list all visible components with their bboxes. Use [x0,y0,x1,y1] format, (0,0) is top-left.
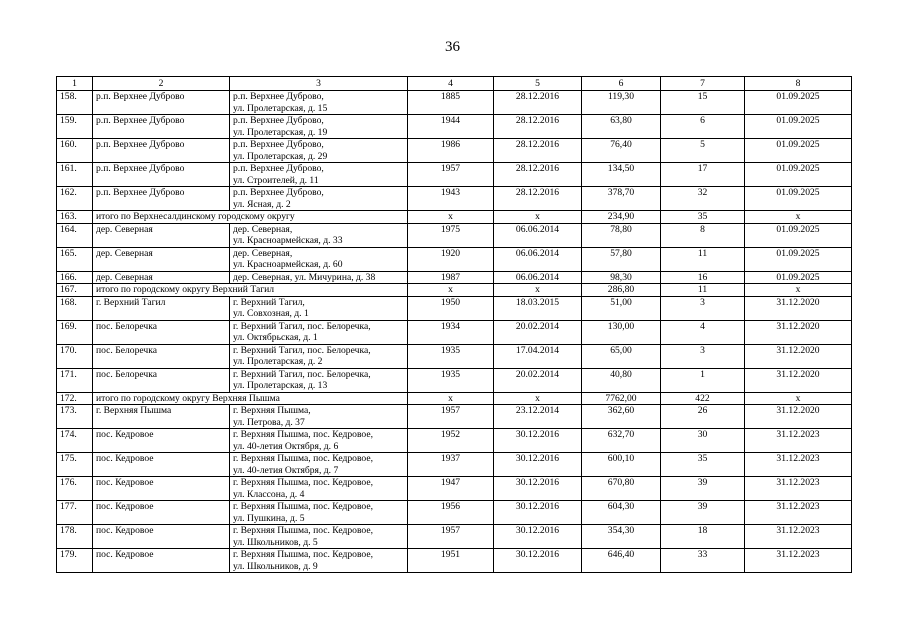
locality-cell: пос. Кедровое [93,429,230,453]
address-line: г. Верхний Тагил, пос. Белоречка, [233,368,371,380]
count-cell: 3 [661,344,745,368]
count-cell: 32 [661,187,745,211]
area-cell: 378,70 [582,187,661,211]
count-cell: 5 [661,139,745,163]
year-cell: 1944 [408,115,494,139]
year-cell: x [408,211,494,224]
row-number: 162. [57,187,93,211]
count-cell: 3 [661,296,745,320]
count-cell: 18 [661,525,745,549]
count-cell: 6 [661,115,745,139]
table-body [57,91,852,573]
row-number: 178. [57,525,93,549]
deadline-cell: x [745,211,852,224]
table-row [57,368,852,392]
table-row [57,453,852,477]
area-cell: 76,40 [582,139,661,163]
row-number: 160. [57,139,93,163]
date-cell: 06.06.2014 [494,223,582,247]
year-cell: 1956 [408,501,494,525]
address-cell [230,429,408,453]
table-row [57,223,852,247]
row-number: 177. [57,501,93,525]
address-line: ул. Строителей, д. 11 [233,174,319,186]
date-cell: x [494,211,582,224]
column-header-row [57,77,852,91]
locality-cell: р.п. Верхнее Дуброво [93,91,230,115]
year-cell: 1975 [408,223,494,247]
year-cell: 1947 [408,477,494,501]
deadline-cell: 31.12.2023 [745,477,852,501]
column-header: 2 [93,77,230,91]
date-cell: 18.03.2015 [494,296,582,320]
date-cell: 28.12.2016 [494,187,582,211]
registry-table [56,76,852,573]
address-line: ул. Пролетарская, д. 15 [233,102,328,114]
count-cell: 26 [661,405,745,429]
count-cell: 17 [661,163,745,187]
row-number: 168. [57,296,93,320]
locality-cell: р.п. Верхнее Дуброво [93,163,230,187]
table-row-total [57,284,852,297]
area-cell: 670,80 [582,477,661,501]
deadline-cell: 01.09.2025 [745,271,852,284]
date-cell: 28.12.2016 [494,139,582,163]
area-cell: 98,30 [582,271,661,284]
address-cell [230,115,408,139]
row-number: 175. [57,453,93,477]
address-line: ул. Пролетарская, д. 13 [233,380,328,391]
deadline-cell: 31.12.2023 [745,501,852,525]
address-line: р.п. Верхнее Дуброво, [233,163,324,174]
deadline-cell: 31.12.2020 [745,344,852,368]
deadline-cell: x [745,392,852,405]
deadline-cell: 01.09.2025 [745,187,852,211]
address-line: ул. Петрова, д. 37 [233,416,305,428]
address-line: р.п. Верхнее Дуброво, [233,187,324,198]
table-row [57,139,852,163]
table-row [57,320,852,344]
table-row [57,296,852,320]
deadline-cell: 01.09.2025 [745,91,852,115]
date-cell: 30.12.2016 [494,429,582,453]
address-cell [230,344,408,368]
area-cell: 40,80 [582,368,661,392]
date-cell: 30.12.2016 [494,549,582,573]
count-cell: 39 [661,477,745,501]
locality-cell: дер. Северная [93,247,230,271]
count-cell: 422 [661,392,745,405]
year-cell: 1987 [408,271,494,284]
address-line: ул. Школьников, д. 9 [233,560,318,572]
table-row [57,344,852,368]
date-cell: 30.12.2016 [494,453,582,477]
year-cell: 1957 [408,525,494,549]
address-cell [230,139,408,163]
area-cell: 646,40 [582,549,661,573]
area-cell: 234,90 [582,211,661,224]
row-number: 165. [57,247,93,271]
table-row [57,187,852,211]
address-line: ул. Ясная, д. 2 [233,198,291,210]
row-number: 158. [57,91,93,115]
address-line: г. Верхняя Пышма, пос. Кедровое, [233,453,373,464]
address-cell [230,501,408,525]
column-header: 1 [57,77,93,91]
address-cell [230,187,408,211]
address-line: г. Верхняя Пышма, пос. Кедровое, [233,525,373,536]
area-cell: 354,30 [582,525,661,549]
area-cell: 7762,00 [582,392,661,405]
deadline-cell: 31.12.2023 [745,525,852,549]
deadline-cell: 31.12.2023 [745,549,852,573]
table-row [57,477,852,501]
row-number: 179. [57,549,93,573]
year-cell: 1957 [408,405,494,429]
area-cell: 134,50 [582,163,661,187]
area-cell: 51,00 [582,296,661,320]
count-cell: 4 [661,320,745,344]
column-header: 7 [661,77,745,91]
address-cell [230,549,408,573]
date-cell: x [494,284,582,297]
area-cell: 604,30 [582,501,661,525]
deadline-cell: x [745,284,852,297]
locality-cell: пос. Белоречка [93,344,230,368]
address-line: ул. Школьников, д. 5 [233,536,318,548]
address-line: р.п. Верхнее Дуброво, [233,115,324,126]
address-line: ул. 40-летия Октября, д. 7 [233,464,339,476]
area-cell: 65,00 [582,344,661,368]
address-line: г. Верхняя Пышма, пос. Кедровое, [233,549,373,560]
area-cell: 130,00 [582,320,661,344]
address-line: ул. Пролетарская, д. 19 [233,126,328,138]
table-row [57,271,852,284]
count-cell: 35 [661,211,745,224]
column-header: 5 [494,77,582,91]
address-line: г. Верхняя Пышма, [233,405,311,416]
year-cell: 1986 [408,139,494,163]
table-row [57,501,852,525]
total-label: итого по городскому округу Верхний Тагил [93,284,408,297]
year-cell: 1952 [408,429,494,453]
row-number: 163. [57,211,93,224]
count-cell: 8 [661,223,745,247]
locality-cell: р.п. Верхнее Дуброво [93,115,230,139]
address-line: ул. Красноармейская, д. 60 [233,259,343,270]
row-number: 176. [57,477,93,501]
address-cell [230,163,408,187]
year-cell: 1935 [408,368,494,392]
address-line: ул. Пушкина, д. 5 [233,512,305,524]
address-line: г. Верхний Тагил, пос. Белоречка, [233,320,371,332]
locality-cell: г. Верхняя Пышма [93,405,230,429]
page-number: 36 [445,39,460,55]
row-number: 174. [57,429,93,453]
count-cell: 16 [661,271,745,284]
date-cell: 30.12.2016 [494,501,582,525]
locality-cell: пос. Белоречка [93,368,230,392]
row-number: 173. [57,405,93,429]
locality-cell: г. Верхний Тагил [93,296,230,320]
deadline-cell: 01.09.2025 [745,139,852,163]
column-header: 6 [582,77,661,91]
table-row [57,405,852,429]
address-cell [230,247,408,271]
row-number: 164. [57,223,93,247]
locality-cell: пос. Кедровое [93,549,230,573]
address-line: дер. Северная, [233,223,293,235]
deadline-cell: 31.12.2023 [745,453,852,477]
locality-cell: дер. Северная [93,271,230,284]
row-number: 161. [57,163,93,187]
locality-cell: пос. Кедровое [93,453,230,477]
address-line: р.п. Верхнее Дуброво, [233,91,324,102]
date-cell: 30.12.2016 [494,477,582,501]
count-cell: 15 [661,91,745,115]
locality-cell: пос. Белоречка [93,320,230,344]
year-cell: 1951 [408,549,494,573]
address-line: г. Верхняя Пышма, пос. Кедровое, [233,477,373,488]
count-cell: 30 [661,429,745,453]
address-cell [230,223,408,247]
area-cell: 362,60 [582,405,661,429]
count-cell: 35 [661,453,745,477]
column-header: 3 [230,77,408,91]
address-cell [230,296,408,320]
address-cell [230,91,408,115]
locality-cell: пос. Кедровое [93,501,230,525]
address-cell [230,271,408,284]
count-cell: 11 [661,247,745,271]
row-number: 171. [57,368,93,392]
date-cell: 06.06.2014 [494,247,582,271]
locality-cell: дер. Северная [93,223,230,247]
year-cell: x [408,392,494,405]
date-cell: 28.12.2016 [494,163,582,187]
locality-cell: пос. Кедровое [93,525,230,549]
address-line: ул. Октябрьская, д. 1 [233,332,318,343]
row-number: 167. [57,284,93,297]
address-line: дер. Северная, [233,247,293,259]
row-number: 169. [57,320,93,344]
address-cell [230,525,408,549]
year-cell: 1885 [408,91,494,115]
area-cell: 57,80 [582,247,661,271]
column-header: 4 [408,77,494,91]
row-number: 159. [57,115,93,139]
total-label: итого по Верхнесалдинскому городскому округу [93,211,408,224]
deadline-cell: 01.09.2025 [745,115,852,139]
year-cell: 1943 [408,187,494,211]
locality-cell: пос. Кедровое [93,477,230,501]
date-cell: 06.06.2014 [494,271,582,284]
address-cell [230,320,408,344]
address-line: г. Верхняя Пышма, пос. Кедровое, [233,501,373,512]
date-cell: 28.12.2016 [494,91,582,115]
year-cell: 1934 [408,320,494,344]
address-cell [230,368,408,392]
address-line: ул. Совхозная, д. 1 [233,308,309,319]
count-cell: 39 [661,501,745,525]
address-line: дер. Северная, ул. Мичурина, д. 38 [233,271,376,283]
address-line: г. Верхняя Пышма, пос. Кедровое, [233,429,373,440]
date-cell: 30.12.2016 [494,525,582,549]
deadline-cell: 01.09.2025 [745,247,852,271]
total-label: итого по городскому округу Верхняя Пышма [93,392,408,405]
locality-cell: р.п. Верхнее Дуброво [93,139,230,163]
address-line: ул. Красноармейская, д. 33 [233,235,343,246]
row-number: 172. [57,392,93,405]
date-cell: 20.02.2014 [494,320,582,344]
address-line: ул. Классона, д. 4 [233,488,305,500]
address-line: ул. Пролетарская, д. 29 [233,150,328,162]
year-cell: 1920 [408,247,494,271]
area-cell: 78,80 [582,223,661,247]
table-row [57,91,852,115]
date-cell: x [494,392,582,405]
address-line: г. Верхний Тагил, [233,296,305,308]
table-row [57,429,852,453]
table-row [57,247,852,271]
area-cell: 286,80 [582,284,661,297]
address-line: г. Верхний Тагил, пос. Белоречка, [233,344,371,356]
year-cell: 1935 [408,344,494,368]
area-cell: 63,80 [582,115,661,139]
table-row [57,115,852,139]
table-row [57,525,852,549]
year-cell: 1950 [408,296,494,320]
row-number: 170. [57,344,93,368]
deadline-cell: 31.12.2023 [745,429,852,453]
date-cell: 17.04.2014 [494,344,582,368]
address-line: ул. Пролетарская, д. 2 [233,356,323,367]
year-cell: 1957 [408,163,494,187]
deadline-cell: 01.09.2025 [745,223,852,247]
area-cell: 600,10 [582,453,661,477]
date-cell: 23.12.2014 [494,405,582,429]
count-cell: 33 [661,549,745,573]
deadline-cell: 31.12.2020 [745,405,852,429]
area-cell: 119,30 [582,91,661,115]
year-cell: x [408,284,494,297]
deadline-cell: 01.09.2025 [745,163,852,187]
count-cell: 1 [661,368,745,392]
table-row-total [57,211,852,224]
deadline-cell: 31.12.2020 [745,296,852,320]
area-cell: 632,70 [582,429,661,453]
address-line: р.п. Верхнее Дуброво, [233,139,324,150]
date-cell: 20.02.2014 [494,368,582,392]
year-cell: 1937 [408,453,494,477]
address-cell [230,453,408,477]
address-line: ул. 40-летия Октября, д. 6 [233,440,339,452]
locality-cell: р.п. Верхнее Дуброво [93,187,230,211]
table-row [57,549,852,573]
column-header: 8 [745,77,852,91]
deadline-cell: 31.12.2020 [745,368,852,392]
count-cell: 11 [661,284,745,297]
row-number: 166. [57,271,93,284]
table-row [57,163,852,187]
table-row-total [57,392,852,405]
address-cell [230,405,408,429]
date-cell: 28.12.2016 [494,115,582,139]
deadline-cell: 31.12.2020 [745,320,852,344]
address-cell [230,477,408,501]
